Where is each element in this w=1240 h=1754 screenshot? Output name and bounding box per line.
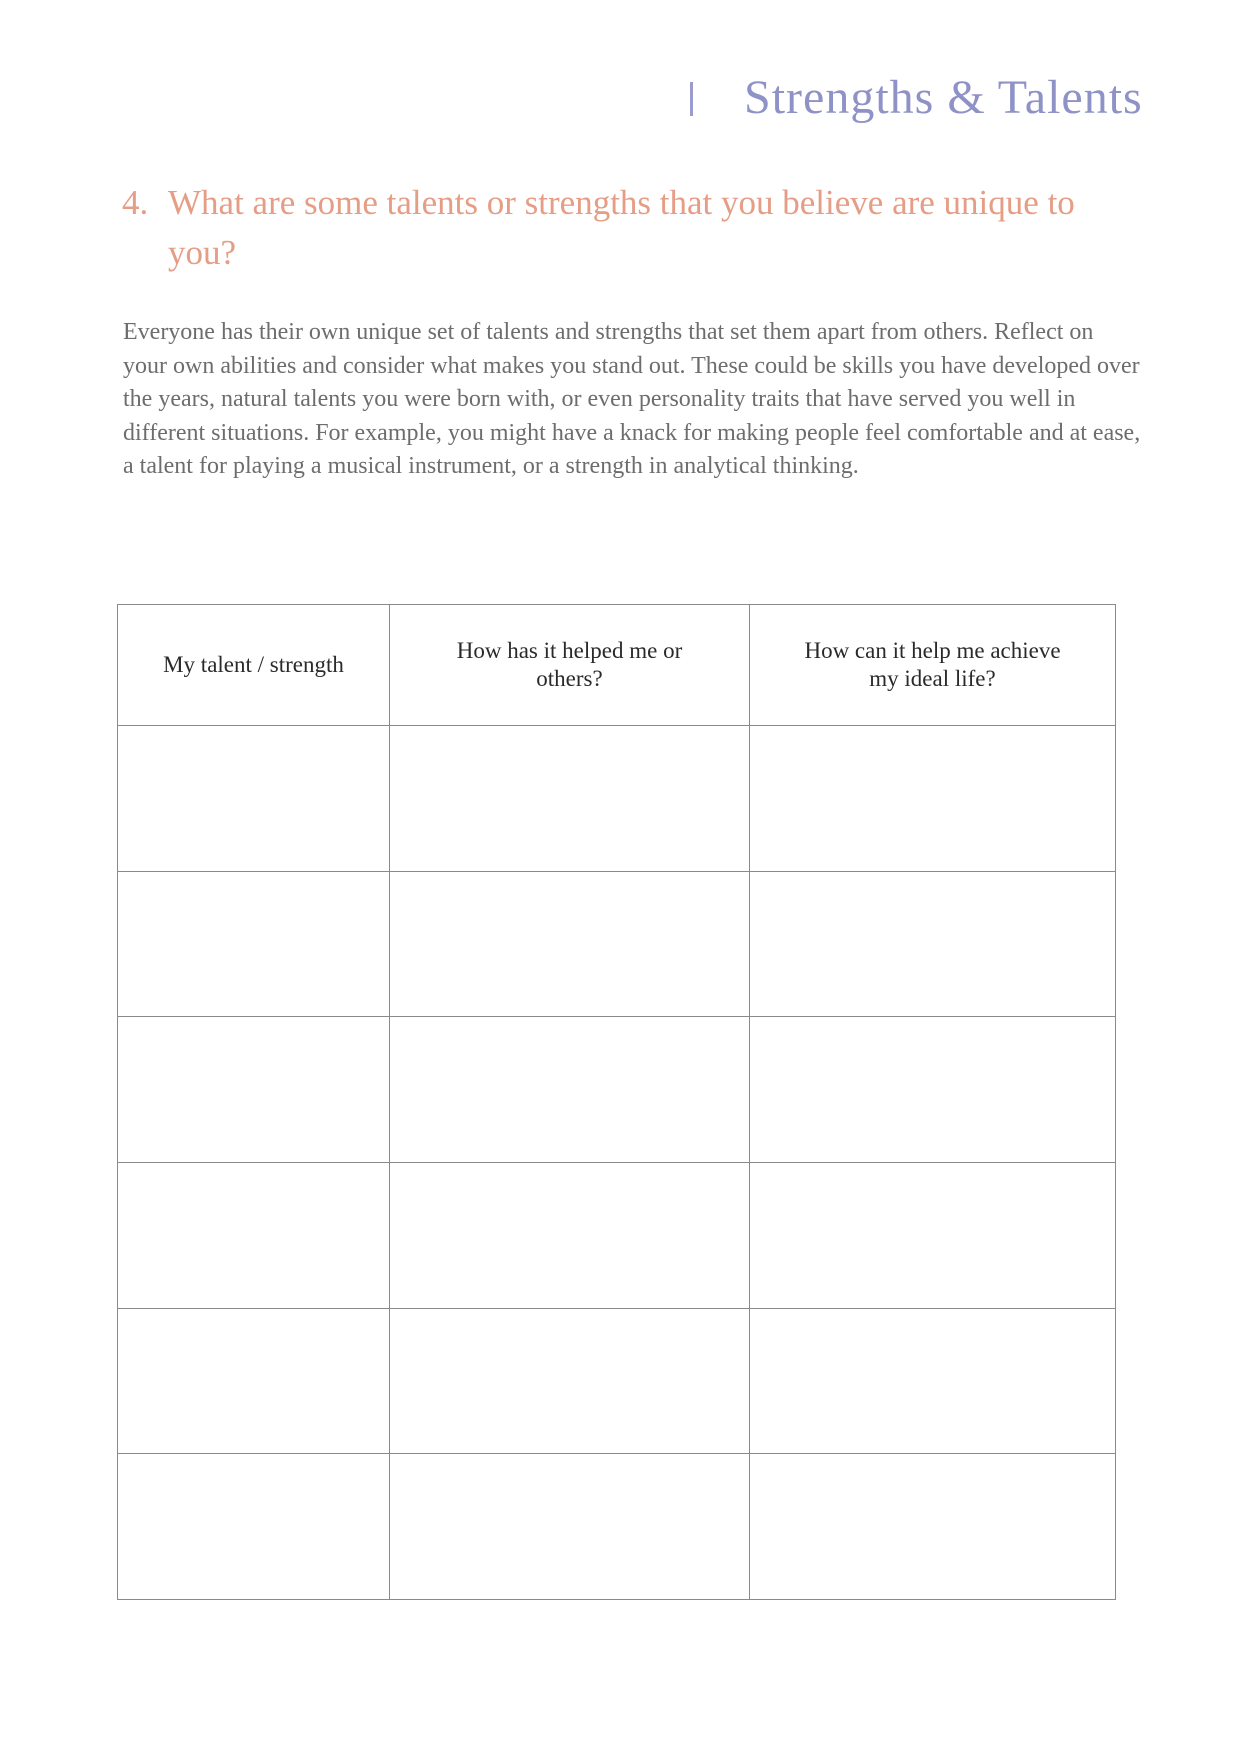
- reflection-table-container: [117, 604, 1115, 1600]
- cell-ideal-life[interactable]: [750, 726, 1116, 872]
- column-header-ideal-life: How can it help me achieve my ideal life?: [750, 605, 1116, 726]
- column-header-helped: How has it helped me or others?: [390, 605, 750, 726]
- table-row: [118, 1162, 1116, 1308]
- header-divider: [690, 82, 693, 116]
- question: [122, 178, 1132, 278]
- cell-talent[interactable]: [118, 1017, 390, 1163]
- cell-talent[interactable]: [118, 871, 390, 1017]
- cell-talent[interactable]: [118, 726, 390, 872]
- cell-talent[interactable]: [118, 1162, 390, 1308]
- question-number: 4.: [122, 183, 149, 222]
- cell-talent[interactable]: [118, 1454, 390, 1600]
- cell-helped[interactable]: [390, 1017, 750, 1163]
- table-row: [118, 1454, 1116, 1600]
- table-row: [118, 726, 1116, 872]
- reflection-table: [117, 604, 1116, 1600]
- cell-ideal-life[interactable]: [750, 1454, 1116, 1600]
- question-text: What are some talents or strengths that you believe are unique to you?: [168, 183, 1075, 272]
- table-row: [118, 1308, 1116, 1454]
- cell-helped[interactable]: [390, 1454, 750, 1600]
- cell-helped[interactable]: [390, 871, 750, 1017]
- cell-ideal-life[interactable]: [750, 871, 1116, 1017]
- table-body: [118, 726, 1116, 1600]
- cell-talent[interactable]: [118, 1308, 390, 1454]
- section-title: Strengths & Talents: [744, 71, 1143, 124]
- cell-helped[interactable]: [390, 1162, 750, 1308]
- column-header-talent: My talent / strength: [118, 605, 390, 726]
- page-header: [680, 70, 1143, 130]
- intro-paragraph: Everyone has their own unique set of talents and strengths that set them apart from others. Reflect on your own abilities and consider what makes you stand out. These could be skills you have developed over the years, natural talents you were born with, or even personality traits that have served you well in different situations. For example, you might have a knack for making people feel comfortable and at ease, a talent for playing a musical instrument, or a strength in analytical thinking.: [123, 319, 1141, 479]
- cell-helped[interactable]: [390, 1308, 750, 1454]
- table-row: [118, 1017, 1116, 1163]
- table-header-row: [118, 605, 1116, 726]
- cell-helped[interactable]: [390, 726, 750, 872]
- cell-ideal-life[interactable]: [750, 1308, 1116, 1454]
- cell-ideal-life[interactable]: [750, 1017, 1116, 1163]
- cell-ideal-life[interactable]: [750, 1162, 1116, 1308]
- table-row: [118, 871, 1116, 1017]
